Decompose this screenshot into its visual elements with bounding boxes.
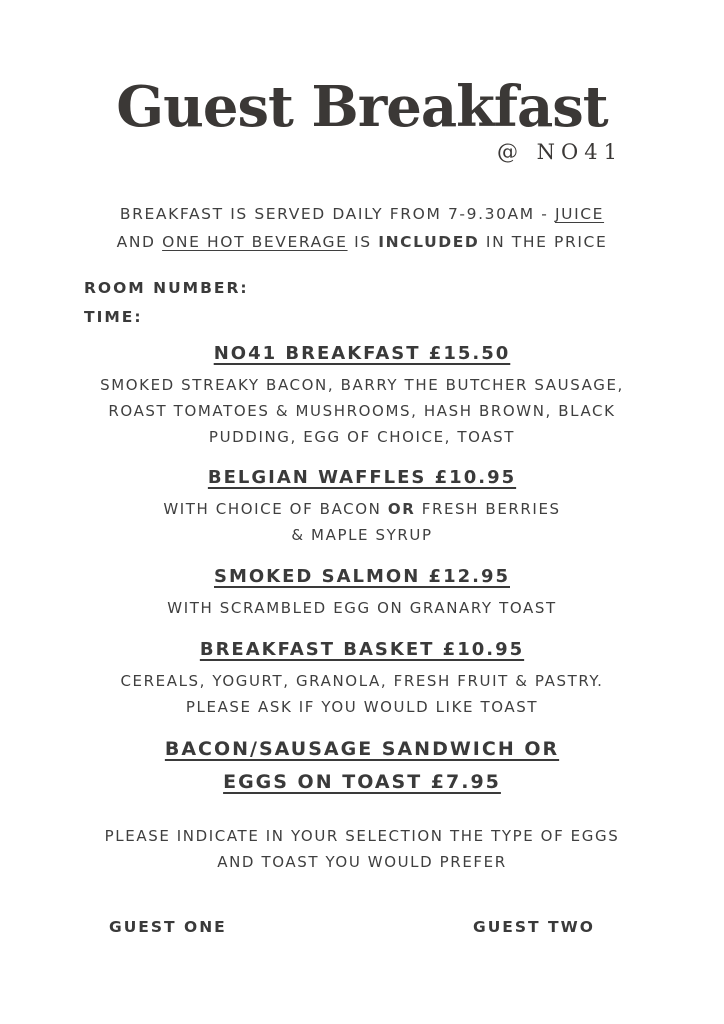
intro-included: INCLUDED [378,233,480,251]
time-label: TIME: [84,308,143,326]
desc-text: WITH CHOICE OF BACON [163,500,388,518]
intro-text: AND [116,233,163,251]
page-subtitle: @ NO41 [497,140,623,164]
intro-beverage: ONE HOT BEVERAGE [162,233,348,251]
intro-text: IS [347,233,379,251]
intro-line-2 [0,233,724,251]
menu-desc: WITH SCRAMBLED EGG ON GRANARY TOAST [167,599,557,617]
page-title: Guest Breakfast [116,74,608,140]
room-number-label: ROOM NUMBER: [84,279,249,297]
menu-heading-sandwich: BACON/SAUSAGE SANDWICH OR [164,738,560,760]
menu-desc: & MAPLE SYRUP [291,526,433,544]
menu-desc: PUDDING, EGG OF CHOICE, TOAST [208,428,516,446]
note-line: PLEASE INDICATE IN YOUR SELECTION THE TYPE OF EGGS [104,827,620,845]
desc-or: OR [387,500,416,518]
menu-desc: CEREALS, YOGURT, GRANOLA, FRESH FRUIT & PASTRY. [120,672,604,690]
menu-heading-belgian-waffles: BELGIAN WAFFLES £10.95 [207,467,517,488]
menu-heading-no41-breakfast: NO41 BREAKFAST £15.50 [213,343,511,364]
note-line: AND TOAST YOU WOULD PREFER [217,853,507,871]
menu-heading-breakfast-basket: BREAKFAST BASKET £10.95 [199,639,525,660]
menu-heading-smoked-salmon: SMOKED SALMON £12.95 [214,566,510,587]
desc-text: FRESH BERRIES [415,500,561,518]
menu-desc [0,496,724,522]
guest-one-label: GUEST ONE [109,918,227,936]
guest-two-label: GUEST TWO [473,918,595,936]
intro-text: BREAKFAST IS SERVED DAILY FROM 7-9.30AM - [119,205,555,223]
menu-desc: ROAST TOMATOES & MUSHROOMS, HASH BROWN, BLACK [108,402,616,420]
intro-juice: JUICE [554,205,605,223]
menu-heading-eggs-on-toast: EGGS ON TOAST £7.95 [223,771,501,793]
menu-desc: PLEASE ASK IF YOU WOULD LIKE TOAST [185,698,539,716]
intro-line-1 [0,205,724,223]
menu-desc: SMOKED STREAKY BACON, BARRY THE BUTCHER SAUSAGE, [100,376,624,394]
intro-text: IN THE PRICE [479,233,608,251]
